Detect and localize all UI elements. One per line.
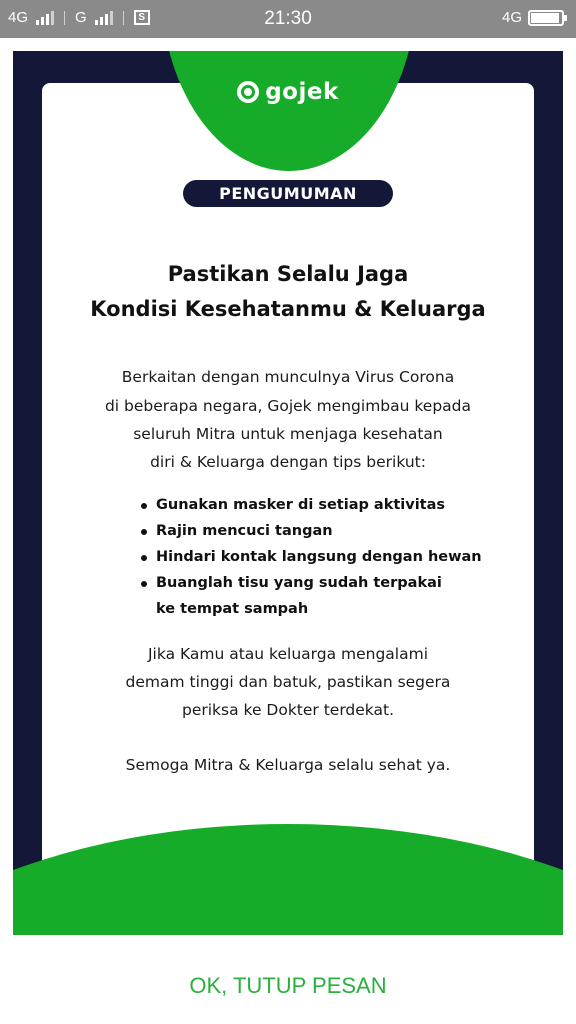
intro-line: diri & Keluarga dengan tips berikut: <box>150 453 426 471</box>
brand-logo <box>13 79 563 105</box>
list-item: Buanglah tisu yang sudah terpakai <box>141 570 541 596</box>
network-type-2: G <box>75 9 87 26</box>
status-right <box>502 9 564 26</box>
gojek-logo-icon <box>237 81 259 103</box>
network-type-1: 4G <box>8 9 29 26</box>
sim-icon: S <box>134 10 150 25</box>
list-item-continued: ke tempat sampah <box>156 601 309 617</box>
list-item: Gunakan masker di setiap aktivitas <box>141 492 541 518</box>
status-bar <box>0 0 576 38</box>
title-line-2: Kondisi Kesehatanmu & Keluarga <box>90 297 486 321</box>
list-item: Rajin mencuci tangan <box>141 518 541 544</box>
network-type-3: 4G <box>501 9 522 26</box>
advice-line: periksa ke Dokter terdekat. <box>181 701 395 719</box>
battery-icon <box>528 10 564 26</box>
closing-text: Semoga Mitra & Keluarga selalu sehat ya. <box>125 756 451 774</box>
battery-level <box>531 13 559 23</box>
advice-line: Jika Kamu atau keluarga mengalami <box>147 645 429 663</box>
announcement-badge: PENGUMUMAN <box>183 180 393 207</box>
intro-line: Berkaitan dengan munculnya Virus Corona <box>121 368 455 386</box>
brand-name: gojek <box>265 79 339 105</box>
status-time: 21:30 <box>264 8 312 29</box>
close-message-button[interactable]: OK, TUTUP PESAN <box>189 973 387 998</box>
list-item: Hindari kontak langsung dengan hewan <box>141 544 541 570</box>
intro-line: di beberapa negara, Gojek mengimbau kepada <box>104 397 472 415</box>
advice-line: demam tinggi dan batuk, pastikan segera <box>125 673 451 691</box>
announcement-frame <box>13 51 563 935</box>
tips-list <box>141 492 541 622</box>
title-line-1: Pastikan Selalu Jaga <box>167 262 409 286</box>
intro-line: seluruh Mitra untuk menjaga kesehatan <box>133 425 443 443</box>
